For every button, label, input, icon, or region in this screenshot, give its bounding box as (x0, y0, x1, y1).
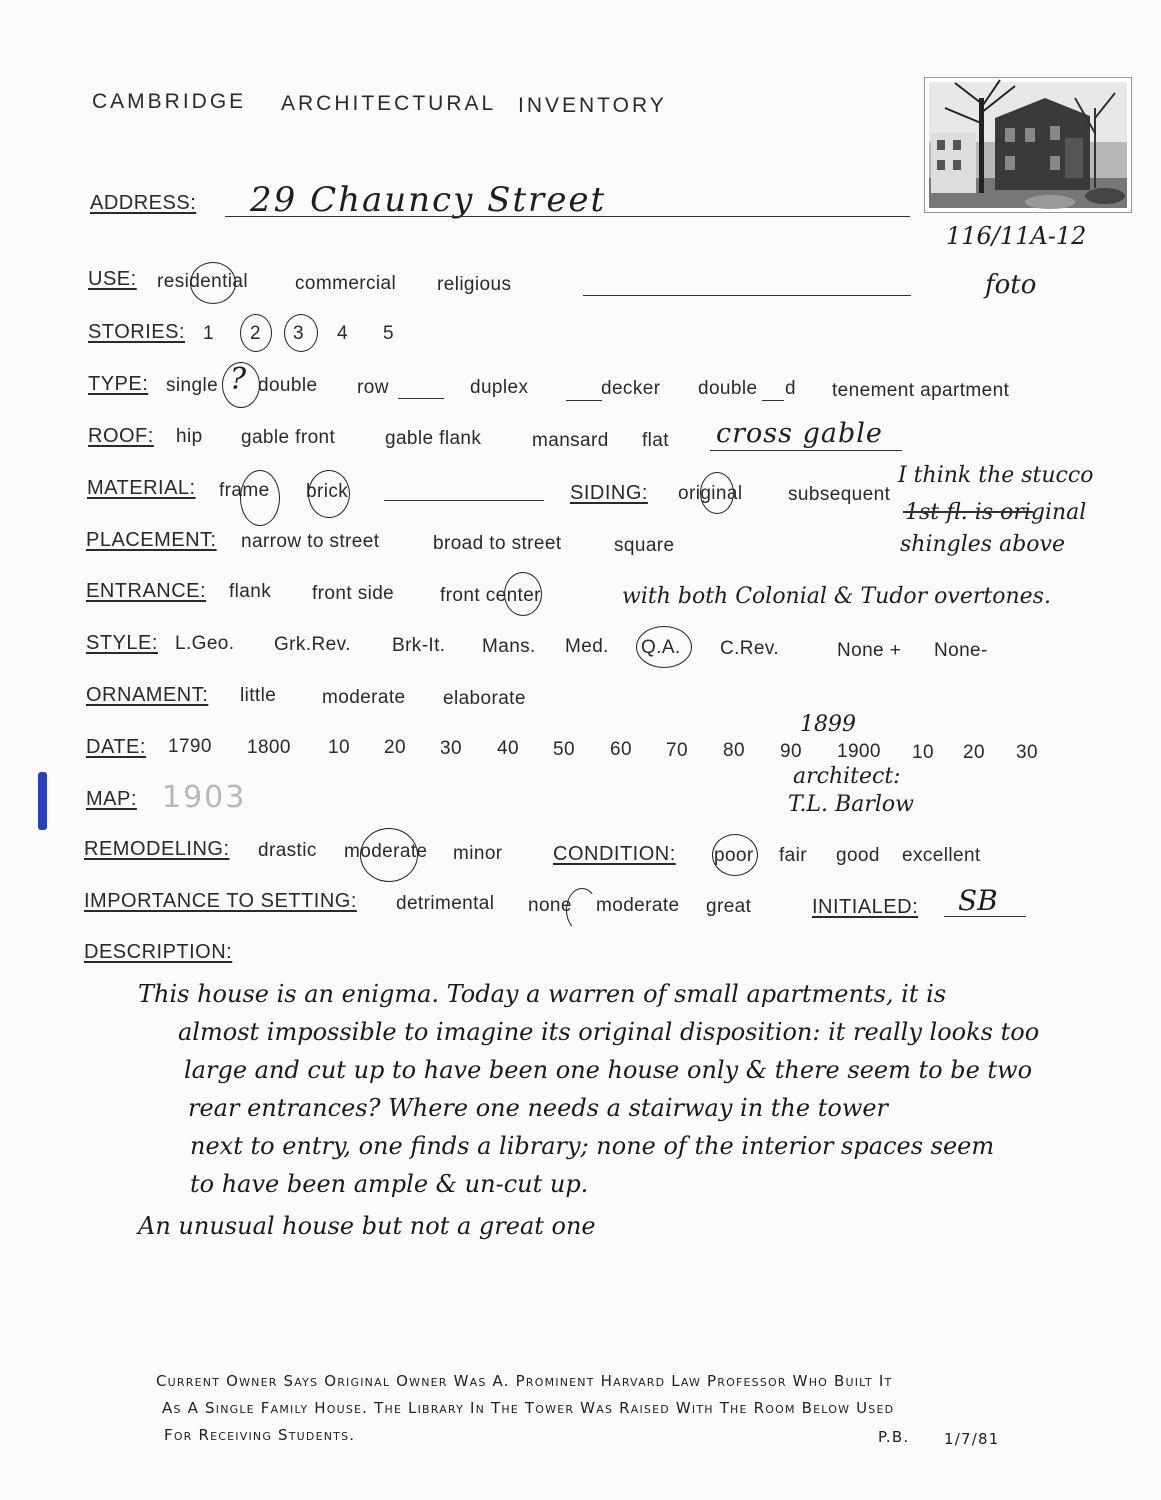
roof-option-gable-front: gable front (241, 427, 336, 448)
footer-line-2: As A Single Family House. The Library In The Tower Was Raised With The Room Below Used (162, 1399, 895, 1417)
use-label: USE: (88, 268, 137, 290)
type-option-double: double (258, 375, 318, 396)
type-row-line (398, 398, 444, 399)
entrance-option-flank: flank (229, 581, 272, 602)
siding-option-original: original (678, 483, 743, 504)
use-option-commercial: commercial (295, 273, 397, 294)
initialed-value: SB (958, 884, 998, 917)
type-label: TYPE: (88, 373, 149, 395)
roof-option-mansard: mansard (532, 430, 609, 451)
siding-option-subsequent: subsequent (788, 484, 891, 505)
roof-handwritten: cross gable (716, 418, 883, 449)
map-label: MAP: (86, 788, 137, 810)
initialed-line (944, 916, 1026, 917)
type-option-d: d (785, 378, 796, 399)
importance-moderate-circle (566, 888, 598, 932)
roof-option-gable-flank: gable flank (385, 428, 482, 449)
form-title-cambridge: CAMBRIDGE (92, 90, 247, 113)
siding-note-line3: shingles above (900, 532, 1065, 557)
importance-option-none: none (528, 895, 572, 916)
date-option-1900: 1900 (837, 741, 881, 762)
footer-line-3: For Receiving Students. (164, 1426, 356, 1444)
condition-label: CONDITION: (553, 843, 676, 865)
description-line-7: An unusual house but not a great one (138, 1212, 596, 1240)
condition-option-poor: poor (714, 845, 754, 866)
stories-option-1: 1 (203, 323, 214, 344)
entrance-note: with both Colonial & Tudor overtones. (622, 584, 1051, 609)
form-title-inventory: INVENTORY (518, 94, 667, 117)
description-line-4: rear entrances? Where one needs a stairway in the tower (188, 1094, 889, 1122)
description-line-6: to have been ample & un-cut up. (190, 1170, 589, 1198)
ornament-label: ORNAMENT: (86, 684, 209, 706)
date-option-70: 70 (666, 740, 688, 761)
architect-label: architect: (793, 764, 901, 789)
date-option-10: 10 (328, 737, 350, 758)
style-qa-circle (636, 626, 692, 668)
siding-strikeout (903, 511, 1033, 513)
siding-original-circle (700, 472, 734, 514)
footer-line-1: Current Owner Says Original Owner Was A. Prominent Harvard Law Professor Who Built It (156, 1372, 893, 1390)
style-option-brkit: Brk-It. (392, 635, 446, 656)
importance-label: IMPORTANCE TO SETTING: (84, 890, 357, 912)
style-label: STYLE: (86, 632, 158, 654)
stories-option-4: 4 (337, 323, 348, 344)
photo-code: 116/11A-12 (946, 222, 1087, 250)
material-frame-circle (240, 470, 280, 526)
entrance-option-front-center: front center (440, 585, 541, 606)
siding-note-line1: I think the stucco (898, 463, 1094, 488)
date-option-1800: 1800 (247, 737, 291, 758)
importance-option-detrimental: detrimental (396, 893, 495, 914)
material-other-line (384, 500, 544, 501)
remodeling-option-moderate: moderate (344, 841, 428, 862)
date-option-1930: 30 (1016, 742, 1038, 763)
style-option-qa: Q.A. (641, 637, 681, 658)
type-option-row: row (357, 377, 389, 398)
address-label: ADDRESS: (90, 192, 197, 214)
material-label: MATERIAL: (87, 477, 196, 499)
siding-note-line2: 1st fl. is original (905, 500, 1087, 525)
placement-option-square: square (614, 535, 675, 556)
date-option-90: 90 (780, 741, 802, 762)
remodeling-label: REMODELING: (84, 838, 230, 860)
date-option-1920: 20 (963, 742, 985, 763)
condition-option-fair: fair (779, 845, 807, 866)
stories-label: STORIES: (88, 321, 185, 343)
stories-option-3: 3 (293, 323, 304, 344)
date-option-20: 20 (384, 737, 406, 758)
description-line-2: almost impossible to imagine its original disposition: it really looks too (178, 1018, 1040, 1046)
stories-2-circle (240, 314, 272, 352)
style-option-crev: C.Rev. (720, 638, 780, 659)
address-value: 29 Chauncy Street (250, 180, 607, 220)
entrance-center-circle (504, 572, 542, 616)
condition-poor-circle (712, 834, 758, 876)
material-option-brick: brick (306, 481, 349, 502)
type-option-decker: decker (601, 378, 661, 399)
remodeling-option-minor: minor (453, 843, 503, 864)
ornament-option-little: little (240, 685, 277, 706)
style-option-grkrev: Grk.Rev. (274, 634, 351, 655)
placement-option-narrow: narrow to street (241, 531, 380, 552)
date-option-60: 60 (610, 739, 632, 760)
condition-option-excellent: excellent (902, 845, 981, 866)
ornament-option-elaborate: elaborate (443, 688, 526, 709)
footer-date: 1/7/81 (944, 1430, 1000, 1448)
photo-note: foto (985, 270, 1037, 300)
date-option-40: 40 (497, 738, 519, 759)
style-option-med: Med. (565, 636, 609, 657)
condition-option-good: good (836, 845, 880, 866)
style-option-mans: Mans. (482, 636, 536, 657)
type-decker-line (566, 400, 602, 401)
use-option-residential: residential (157, 271, 249, 292)
map-value: 1903 (162, 780, 247, 815)
importance-option-great: great (706, 896, 752, 917)
remodeling-moderate-circle (360, 828, 418, 882)
date-label: DATE: (86, 736, 146, 758)
style-option-none-plus: None + (837, 640, 902, 661)
description-line-5: next to entry, one finds a library; none of the interior spaces seem (190, 1132, 995, 1160)
date-option-1790: 1790 (168, 736, 212, 757)
use-option-religious: religious (437, 274, 512, 295)
material-option-frame: frame (219, 480, 270, 501)
address-underline (225, 216, 910, 217)
siding-label: SIDING: (570, 482, 648, 504)
date-option-80: 80 (723, 740, 745, 761)
placement-label: PLACEMENT: (86, 529, 217, 551)
entrance-option-front-side: front side (312, 583, 395, 604)
stories-option-5: 5 (383, 323, 394, 344)
remodeling-option-drastic: drastic (258, 840, 317, 861)
type-option-single: single (166, 375, 219, 396)
type-option-double-decker: double (698, 378, 758, 399)
initialed-label: INITIALED: (812, 896, 919, 918)
ornament-option-moderate: moderate (322, 687, 406, 708)
building-photo (924, 77, 1132, 213)
roof-other-line (710, 450, 902, 451)
date-option-30: 30 (440, 738, 462, 759)
stories-option-2: 2 (250, 323, 261, 344)
style-option-lgeo: L.Geo. (175, 633, 235, 654)
style-option-none-minus: None- (934, 640, 988, 661)
date-option-1910: 10 (912, 742, 934, 763)
use-residential-circle (190, 262, 236, 304)
type-question-mark: ? (230, 362, 247, 397)
architect-name: T.L. Barlow (788, 792, 914, 817)
use-other-line (583, 295, 911, 296)
importance-option-moderate: moderate (596, 895, 680, 916)
form-title-architectural: ARCHITECTURAL (281, 92, 497, 115)
type-mark-circle (222, 362, 260, 408)
placement-option-broad: broad to street (433, 533, 562, 554)
entrance-label: ENTRANCE: (86, 580, 207, 602)
type-option-duplex: duplex (470, 377, 529, 398)
description-label: DESCRIPTION: (84, 941, 233, 963)
description-line-3: large and cut up to have been one house only & there seem to be two (184, 1056, 1033, 1084)
footer-signature: P.B. (878, 1428, 910, 1446)
description-line-1: This house is an enigma. Today a warren of small apartments, it is (138, 980, 947, 1008)
margin-blue-mark (38, 772, 47, 830)
roof-option-hip: hip (176, 426, 203, 447)
date-option-50: 50 (553, 739, 575, 760)
type-double-d-line (762, 400, 784, 401)
type-option-tenement: tenement apartment (832, 380, 1010, 401)
roof-label: ROOF: (88, 425, 154, 447)
date-handwritten-year: 1899 (800, 712, 856, 737)
stories-3-circle (284, 314, 318, 352)
roof-option-flat: flat (642, 430, 669, 451)
material-brick-circle (308, 470, 350, 518)
